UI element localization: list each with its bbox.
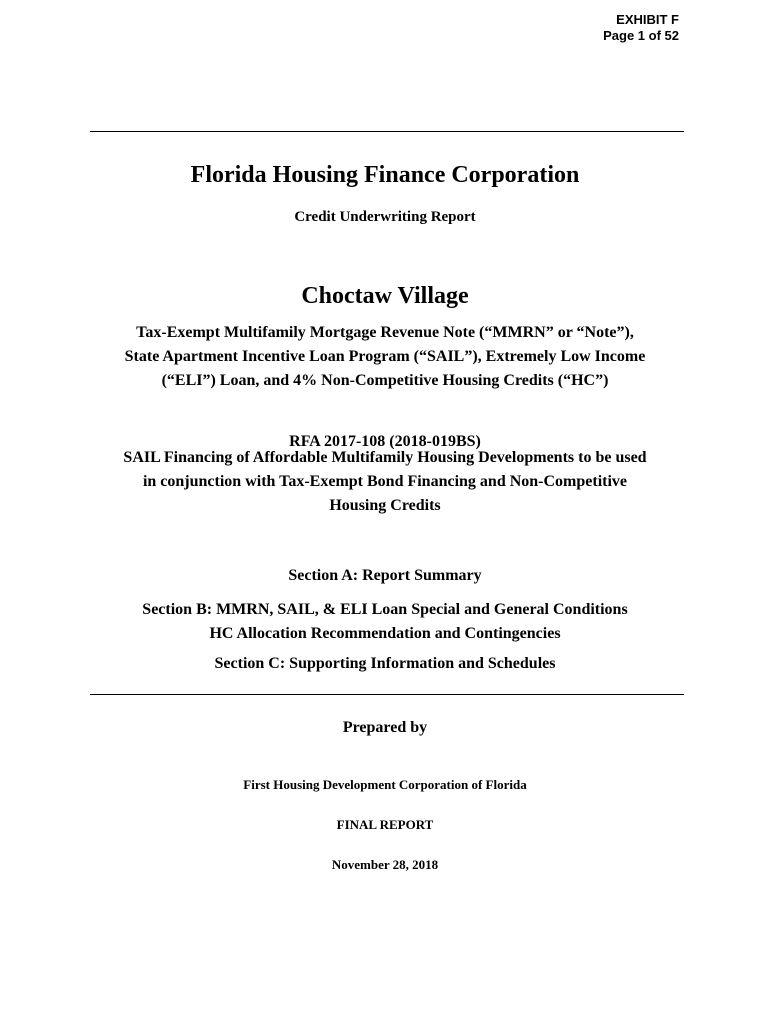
section-b (80, 598, 690, 646)
exhibit-label: EXHIBIT F (616, 12, 679, 27)
section-b-line: HC Allocation Recommendation and Contingencies (209, 625, 561, 642)
sail-line: in conjunction with Tax-Exempt Bond Financing and Non-Competitive (142, 473, 628, 490)
program-line: Tax-Exempt Multifamily Mortgage Revenue Note (“MMRN” or “Note”), (136, 324, 634, 341)
section-c: Section C: Supporting Information and Schedules (214, 655, 556, 672)
sail-line: Housing Credits (329, 497, 441, 514)
sail-line: SAIL Financing of Affordable Multifamily Housing Developments to be used (123, 449, 647, 466)
section-b-line: Section B: MMRN, SAIL, & ELI Loan Special and General Conditions (142, 601, 628, 618)
rfa-number: RFA 2017-108 (2018-019BS) (289, 433, 481, 450)
sail-financing-description (80, 446, 690, 518)
program-description (80, 321, 690, 393)
prepared-by-label: Prepared by (342, 719, 428, 736)
program-line: (“ELI”) Loan, and 4% Non-Competitive Housing Credits (“HC”) (161, 372, 609, 389)
preparer-firm: First Housing Development Corporation of Florida (243, 777, 527, 792)
page-number: Page 1 of 52 (603, 28, 679, 43)
organization-title: Florida Housing Finance Corporation (190, 162, 580, 188)
exhibit-header (603, 12, 679, 44)
top-divider (90, 131, 684, 132)
report-date: November 28, 2018 (331, 857, 439, 872)
development-name: Choctaw Village (301, 283, 469, 309)
report-status: FINAL REPORT (336, 817, 434, 832)
bottom-divider (90, 694, 684, 695)
program-line: State Apartment Incentive Loan Program (“SAIL”), Extremely Low Income (124, 348, 646, 365)
section-a: Section A: Report Summary (288, 567, 482, 584)
report-type: Credit Underwriting Report (294, 209, 476, 225)
